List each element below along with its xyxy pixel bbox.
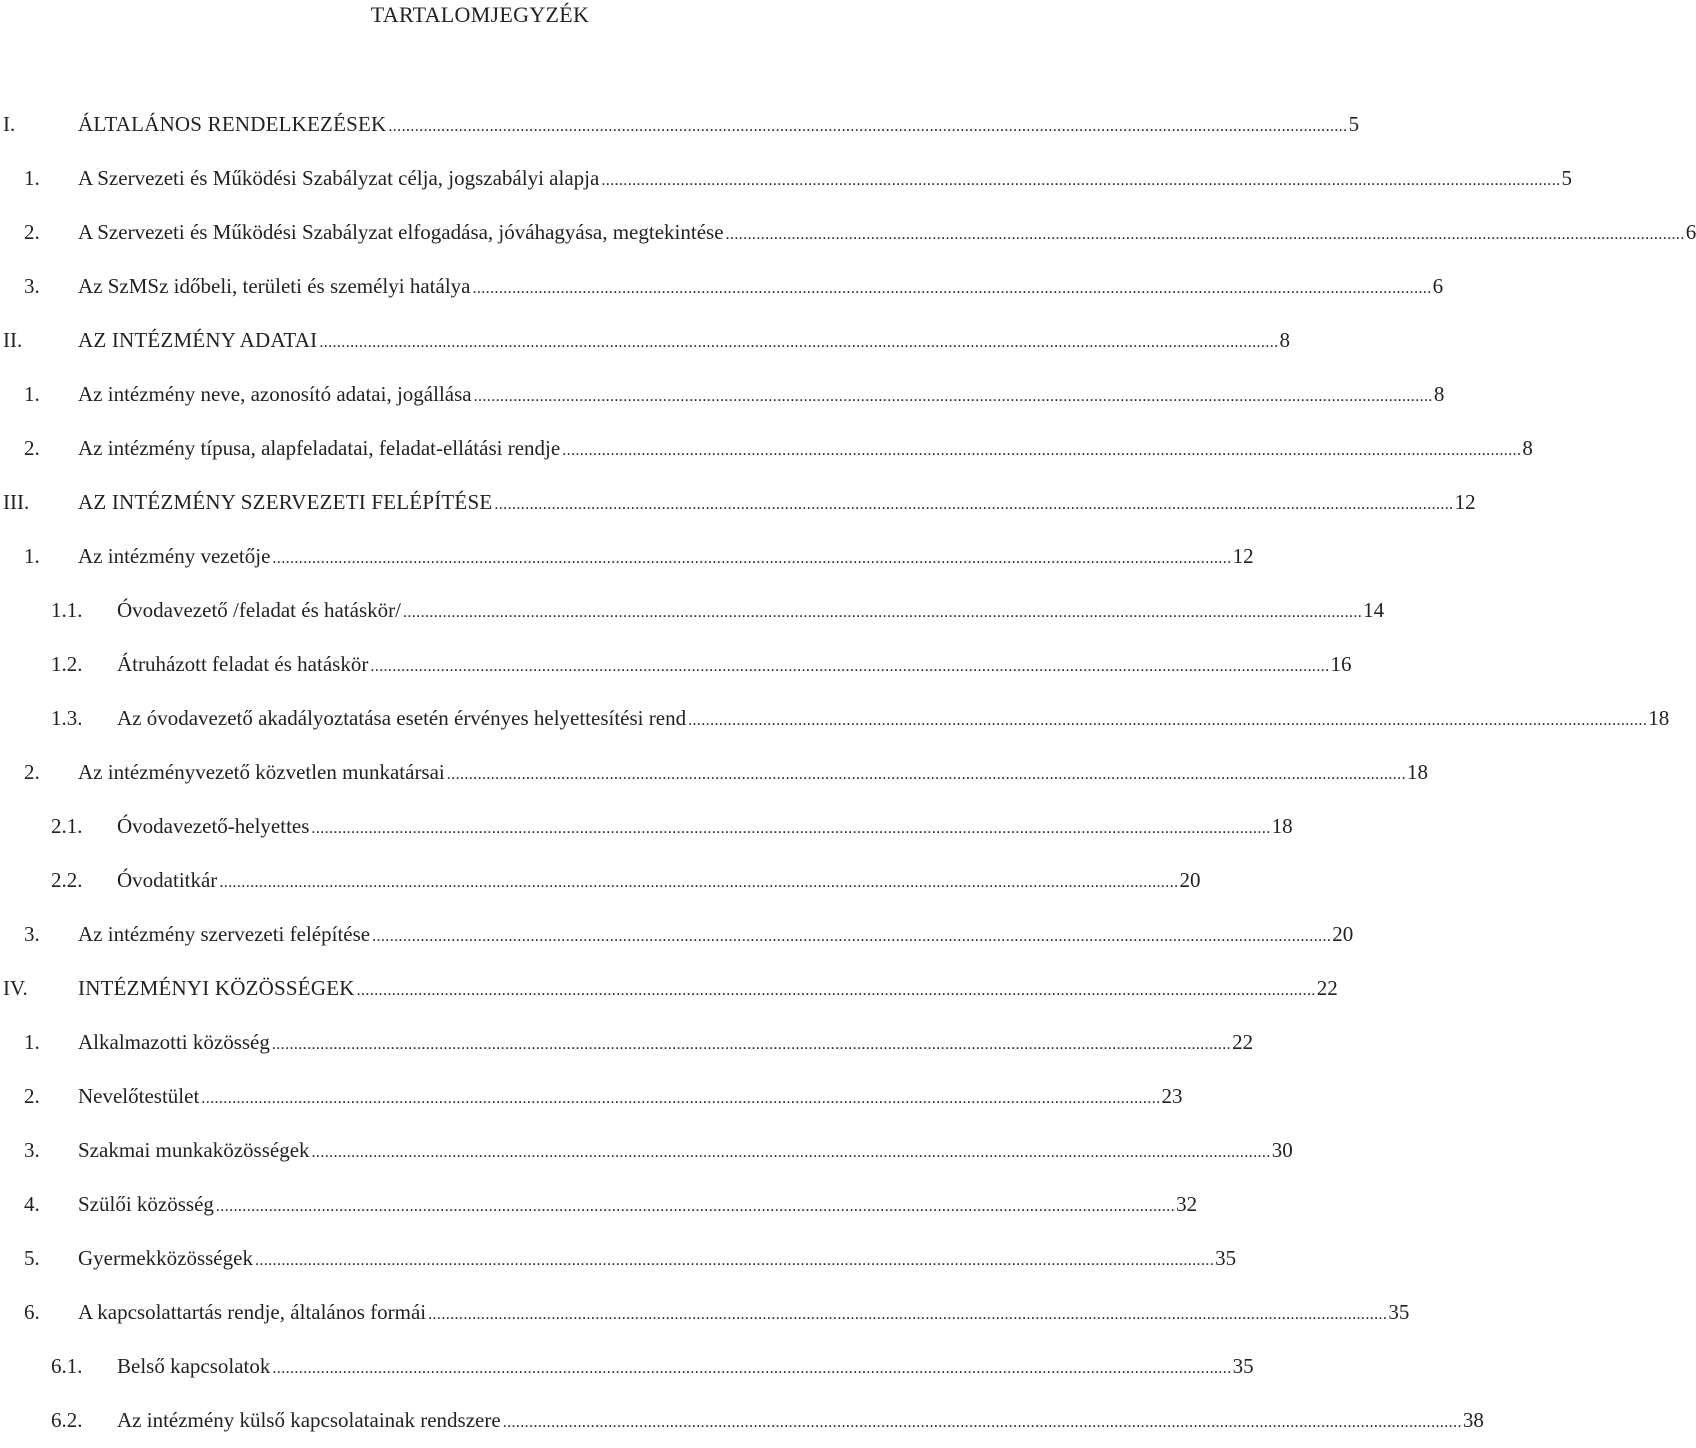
toc-entry-number: 1. <box>24 382 40 406</box>
toc-entry-14[interactable] <box>0 812 1293 840</box>
toc-dot-leader: .......................................................................................................................................................................................................................... <box>473 388 1433 405</box>
toc-entry-page: 18 <box>1271 814 1293 838</box>
toc-entry-number: III. <box>3 490 30 514</box>
toc-entry-number: 4. <box>24 1192 40 1216</box>
toc-entry-text: AZ INTÉZMÉNY SZERVEZETI FELÉPÍTÉSE <box>78 490 493 514</box>
toc-dot-leader: .......................................................................................................................................................................................................................... <box>562 442 1522 459</box>
toc-entry-text: Alkalmazotti közösség <box>78 1030 270 1054</box>
toc-dot-leader: .......................................................................................................................................................................................................................... <box>688 712 1648 729</box>
toc-entry-page: 16 <box>1330 652 1352 676</box>
toc-entry-number: 1.1. <box>51 598 83 622</box>
toc-entry-text: Az intézmény típusa, alapfeladatai, feladat-ellátási rendje <box>78 436 561 460</box>
toc-entry-2[interactable] <box>0 164 1573 192</box>
toc-entry-24[interactable] <box>0 1352 1254 1380</box>
toc-entry-number: IV. <box>3 976 28 1000</box>
toc-entry-number: 2. <box>24 760 40 784</box>
toc-entry-7[interactable] <box>0 434 1533 462</box>
toc-entry-page: 5 <box>1561 166 1573 190</box>
toc-entry-11[interactable] <box>0 650 1352 678</box>
toc-entry-text: Átruházott feladat és hatáskör <box>117 652 369 676</box>
toc-entry-page: 12 <box>1232 544 1254 568</box>
toc-dot-leader: .......................................................................................................................................................................................................................... <box>446 766 1406 783</box>
toc-entry-page: 5 <box>1348 112 1360 136</box>
toc-entry-page: 6 <box>1685 220 1696 244</box>
toc-entry-number: 6.1. <box>51 1354 83 1378</box>
toc-entry-number: 2. <box>24 1084 40 1108</box>
toc-entry-text: Gyermekközösségek <box>78 1246 253 1270</box>
toc-dot-leader: .......................................................................................................................................................................................................................... <box>388 118 1348 135</box>
toc-entry-number: 2. <box>24 220 40 244</box>
toc-entry-18[interactable] <box>0 1028 1254 1056</box>
toc-dot-leader: .......................................................................................................................................................................................................................... <box>428 1306 1388 1323</box>
toc-entry-21[interactable] <box>0 1190 1198 1218</box>
toc-entry-text: Az intézmény vezetője <box>78 544 271 568</box>
toc-entry-number: 6.2. <box>51 1408 83 1432</box>
toc-entry-number: 3. <box>24 1138 40 1162</box>
toc-entry-13[interactable] <box>0 758 1428 786</box>
toc-entry-page: 35 <box>1232 1354 1254 1378</box>
toc-entry-page: 30 <box>1271 1138 1293 1162</box>
toc-entry-5[interactable] <box>0 326 1291 354</box>
toc-entry-text: Az intézmény neve, azonosító adatai, jogállása <box>78 382 472 406</box>
toc-title: TARTALOMJEGYZÉK <box>370 2 590 27</box>
toc-dot-leader: .......................................................................................................................................................................................................................... <box>370 658 1330 675</box>
toc-entry-17[interactable] <box>0 974 1338 1002</box>
toc-dot-leader: .......................................................................................................................................................................................................................... <box>254 1252 1215 1269</box>
toc-entry-number: 2. <box>24 436 40 460</box>
toc-entry-number: 1. <box>24 1030 40 1054</box>
toc-entry-page: 35 <box>1215 1246 1237 1270</box>
toc-entry-number: 1. <box>24 166 40 190</box>
toc-entry-text: Az intézmény külső kapcsolatainak rendszere <box>117 1408 501 1432</box>
toc-dot-leader: .......................................................................................................................................................................................................................... <box>601 172 1561 189</box>
toc-entry-text: A kapcsolattartás rendje, általános formái <box>78 1300 427 1324</box>
toc-dot-leader: .......................................................................................................................................................................................................................... <box>271 1036 1232 1053</box>
toc-entry-15[interactable] <box>0 866 1201 894</box>
toc-entry-text: Az intézmény szervezeti felépítése <box>78 922 371 946</box>
toc-entry-19[interactable] <box>0 1082 1183 1110</box>
toc-dot-leader: .......................................................................................................................................................................................................................... <box>472 280 1432 297</box>
toc-entry-page: 20 <box>1179 868 1201 892</box>
toc-entry-text: Belső kapcsolatok <box>117 1354 271 1378</box>
toc-entry-page: 38 <box>1462 1408 1484 1432</box>
toc-entry-9[interactable] <box>0 542 1254 570</box>
toc-dot-leader: .......................................................................................................................................................................................................................... <box>319 334 1279 351</box>
toc-entry-page: 8 <box>1433 382 1445 406</box>
toc-entry-10[interactable] <box>0 596 1385 624</box>
toc-entry-number: 3. <box>24 274 40 298</box>
toc-entry-page: 18 <box>1648 706 1670 730</box>
toc-dot-leader: .......................................................................................................................................................................................................................... <box>502 1414 1462 1431</box>
toc-entry-12[interactable] <box>0 704 1670 732</box>
toc-entry-text: A Szervezeti és Működési Szabályzat célja, jogszabályi alapja <box>78 166 600 190</box>
toc-entry-page: 20 <box>1332 922 1354 946</box>
toc-entry-text: Nevelőtestület <box>78 1084 200 1108</box>
toc-entry-text: Az intézményvezető közvetlen munkatársai <box>78 760 445 784</box>
toc-entry-number: 1.2. <box>51 652 83 676</box>
toc-entry-number: 2.1. <box>51 814 83 838</box>
toc-entry-23[interactable] <box>0 1298 1410 1326</box>
toc-entry-8[interactable] <box>0 488 1476 516</box>
toc-dot-leader: .......................................................................................................................................................................................................................... <box>215 1198 1176 1215</box>
toc-entry-4[interactable] <box>0 272 1444 300</box>
toc-entry-number: I. <box>3 112 16 136</box>
toc-entry-page: 23 <box>1161 1084 1183 1108</box>
toc-dot-leader: .......................................................................................................................................................................................................................... <box>402 604 1363 621</box>
toc-entry-20[interactable] <box>0 1136 1293 1164</box>
toc-entry-3[interactable] <box>0 218 1696 246</box>
toc-dot-leader: .......................................................................................................................................................................................................................... <box>494 496 1454 513</box>
toc-entry-page: 12 <box>1454 490 1476 514</box>
toc-entry-number: 5. <box>24 1246 40 1270</box>
toc-entry-number: 1.3. <box>51 706 83 730</box>
toc-entry-page: 6 <box>1432 274 1444 298</box>
toc-dot-leader: .......................................................................................................................................................................................................................... <box>219 874 1179 891</box>
toc-entry-text: Óvodavezető /feladat és hatáskör/ <box>117 598 401 622</box>
toc-entry-number: 3. <box>24 922 40 946</box>
toc-dot-leader: .......................................................................................................................................................................................................................... <box>311 820 1271 837</box>
toc-dot-leader: .......................................................................................................................................................................................................................... <box>201 1090 1161 1107</box>
toc-dot-leader: .......................................................................................................................................................................................................................... <box>272 550 1232 567</box>
toc-entry-number: 1. <box>24 544 40 568</box>
toc-entry-16[interactable] <box>0 920 1354 948</box>
toc-entry-text: Az óvodavezető akadályoztatása esetén érvényes helyettesítési rend <box>117 706 687 730</box>
toc-entry-text: ÁLTALÁNOS RENDELKEZÉSEK <box>78 112 387 136</box>
toc-dot-leader: .......................................................................................................................................................................................................................... <box>356 982 1316 999</box>
toc-entry-page: 8 <box>1279 328 1291 352</box>
toc-entry-page: 22 <box>1316 976 1338 1000</box>
toc-dot-leader: .......................................................................................................................................................................................................................... <box>311 1144 1271 1161</box>
toc-entry-number: 6. <box>24 1300 40 1324</box>
toc-entry-text: INTÉZMÉNYI KÖZÖSSÉGEK <box>78 976 355 1000</box>
toc-dot-leader: .......................................................................................................................................................................................................................... <box>372 928 1332 945</box>
toc-entry-6[interactable] <box>0 380 1445 408</box>
toc-entry-1[interactable] <box>0 110 1360 138</box>
toc-dot-leader: .......................................................................................................................................................................................................................... <box>272 1360 1232 1377</box>
toc-entry-page: 8 <box>1522 436 1533 460</box>
toc-entry-22[interactable] <box>0 1244 1237 1272</box>
toc-dot-leader: .......................................................................................................................................................................................................................... <box>725 226 1685 243</box>
toc-entry-text: Szakmai munkaközösségek <box>78 1138 310 1162</box>
toc-entry-text: A Szervezeti és Működési Szabályzat elfogadása, jóváhagyása, megtekintése <box>78 220 724 244</box>
toc-entry-text: Óvodavezető-helyettes <box>117 814 310 838</box>
toc-entry-text: Óvodatitkár <box>117 868 218 892</box>
toc-entry-page: 35 <box>1388 1300 1410 1324</box>
toc-entry-page: 32 <box>1176 1192 1198 1216</box>
toc-entry-page: 14 <box>1363 598 1385 622</box>
toc-entry-text: Szülői közösség <box>78 1192 214 1216</box>
toc-entry-page: 22 <box>1232 1030 1254 1054</box>
toc-entry-page: 18 <box>1406 760 1428 784</box>
toc-entry-text: Az SzMSz időbeli, területi és személyi hatálya <box>78 274 471 298</box>
toc-entry-25[interactable] <box>0 1406 1484 1434</box>
toc-entry-text: AZ INTÉZMÉNY ADATAI <box>78 328 318 352</box>
toc-entry-number: II. <box>3 328 23 352</box>
toc-entry-number: 2.2. <box>51 868 83 892</box>
